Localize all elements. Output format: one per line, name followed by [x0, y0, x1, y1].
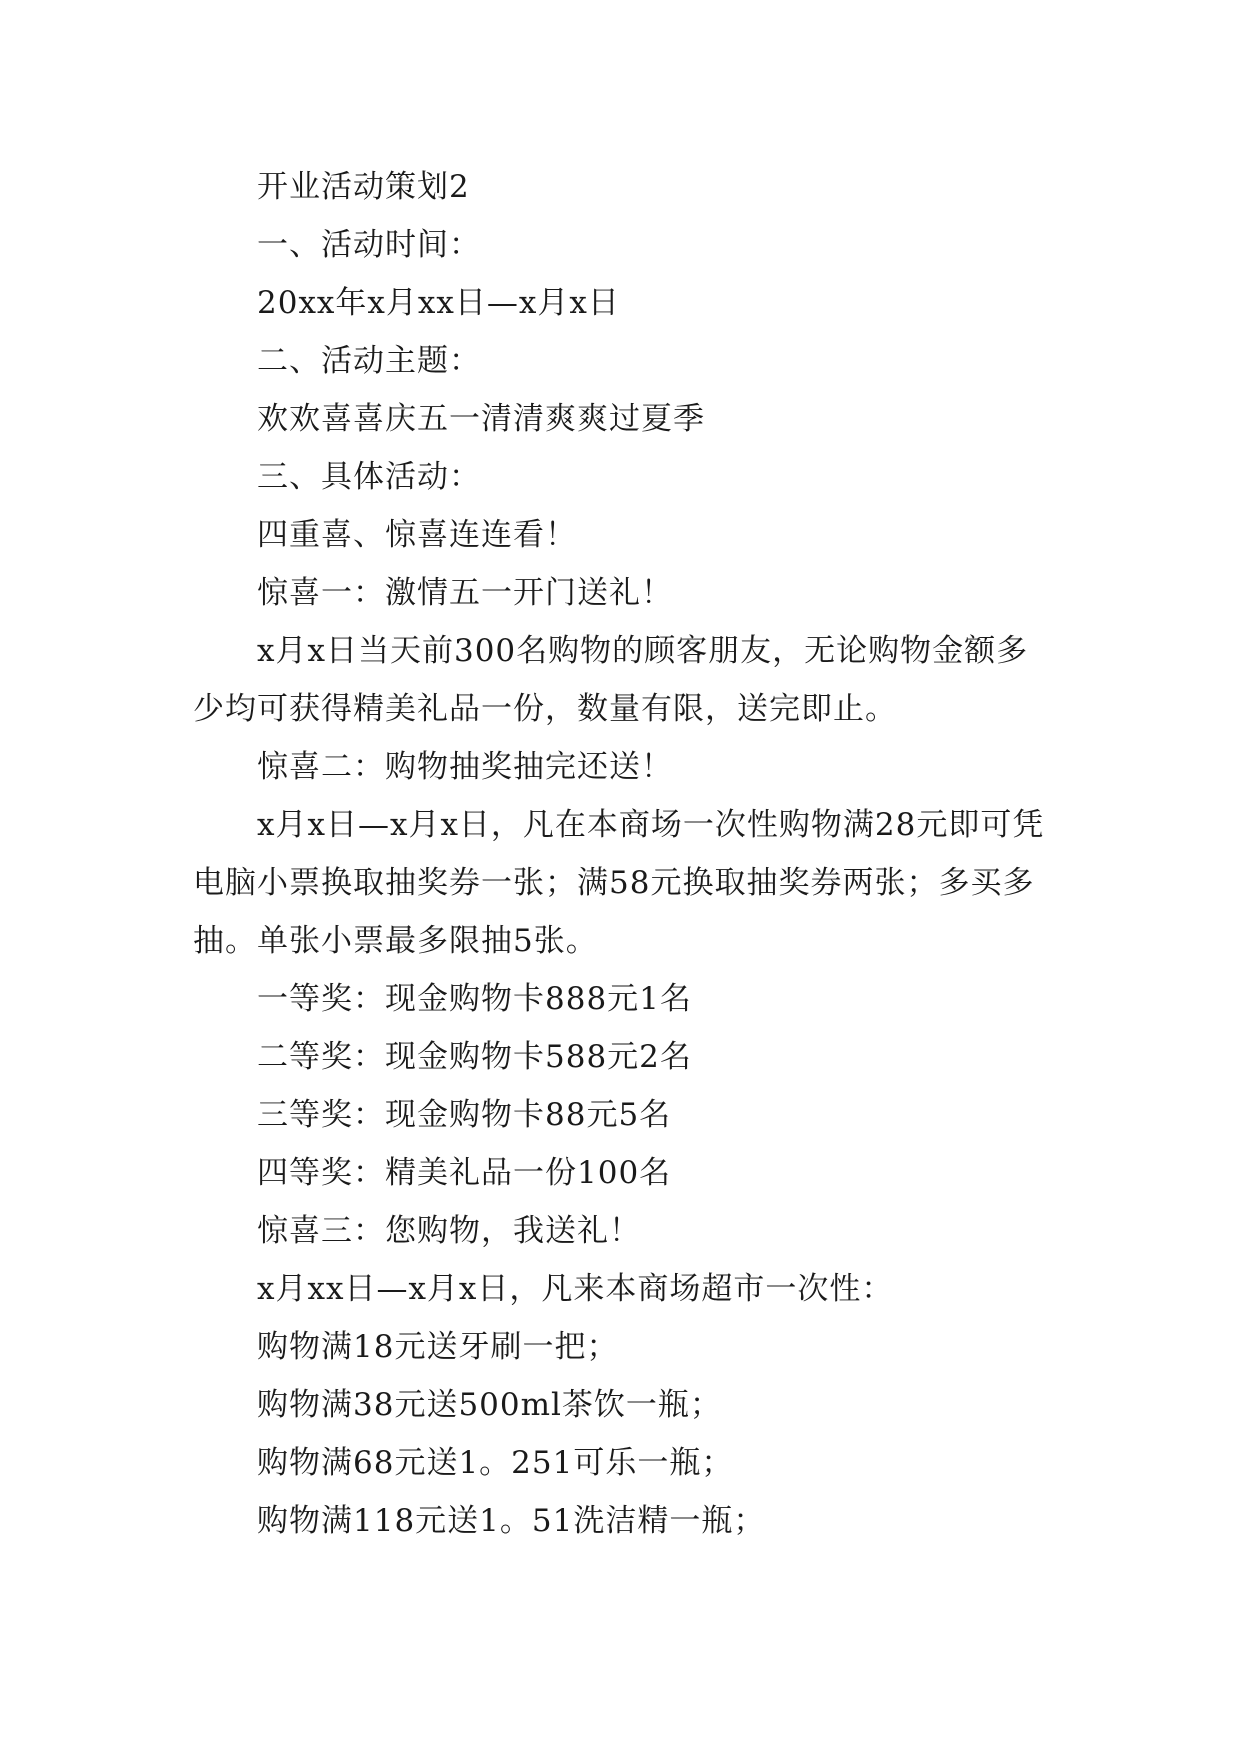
prize-item: 一等奖：现金购物卡888元1名 — [257, 981, 692, 1017]
paragraph: x月x日—x月x日，凡在本商场一次性购物满28元即可凭电脑小票换取抽奖券一张；满58元换取抽奖券两张；多买多抽。单张小票最多限抽5张。 — [193, 807, 1045, 959]
subheading-surprise-3: 惊喜三：您购物，我送礼！ — [257, 1213, 641, 1249]
doc-title: 开业活动策划2 — [257, 169, 470, 205]
section-heading-time: 一、活动时间： — [257, 227, 481, 263]
gift-item: 购物满38元送500ml茶饮一瓶； — [257, 1387, 722, 1423]
paragraph: x月xx日—x月x日，凡来本商场超市一次性： — [257, 1271, 894, 1307]
prize-item: 二等奖：现金购物卡588元2名 — [257, 1039, 692, 1075]
paragraph: x月x日当天前300名购物的顾客朋友，无论购物金额多少均可获得精美礼品一份，数量有限，送完即止。 — [193, 633, 1029, 727]
gift-item: 购物满118元送1。51洗洁精一瓶； — [257, 1503, 766, 1539]
subheading-surprise-2: 惊喜二：购物抽奖抽完还送！ — [257, 749, 673, 785]
gift-item: 购物满68元送1。251可乐一瓶； — [257, 1445, 734, 1481]
paragraph: 20xx年x月xx日—x月x日 — [257, 285, 620, 321]
section-heading-theme: 二、活动主题： — [257, 343, 481, 379]
gift-item: 购物满18元送牙刷一把； — [257, 1329, 619, 1365]
paragraph: 欢欢喜喜庆五一清清爽爽过夏季 — [257, 401, 705, 437]
document-body — [193, 158, 1053, 1550]
subheading-surprise-1: 惊喜一：激情五一开门送礼！ — [257, 575, 673, 611]
section-heading-activities: 三、具体活动： — [257, 459, 481, 495]
prize-item: 三等奖：现金购物卡88元5名 — [257, 1097, 672, 1133]
prize-item: 四等奖：精美礼品一份100名 — [257, 1155, 672, 1191]
paragraph: 四重喜、惊喜连连看！ — [257, 517, 577, 553]
